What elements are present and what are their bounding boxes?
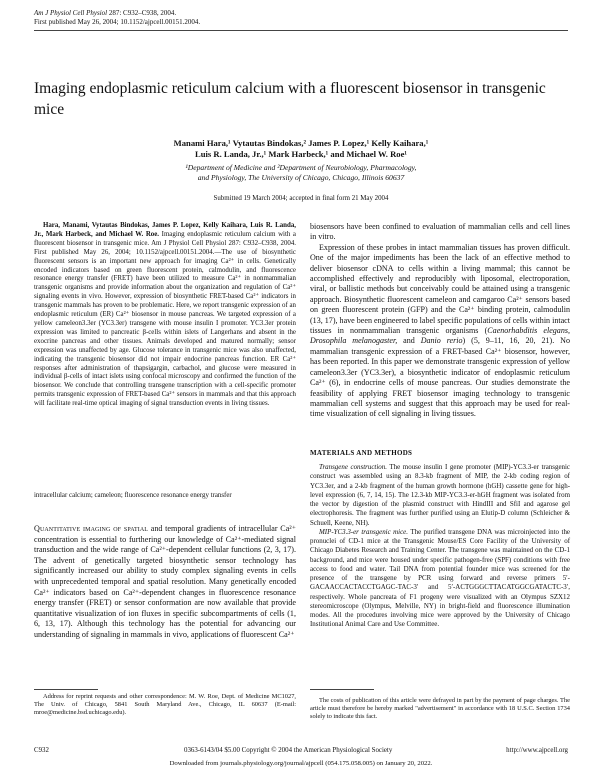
methods-1-heading: Transgene construction. <box>319 463 387 471</box>
abstract-authors: Hara, Manami, Vytautas Bindokas, James P. Lopez, Kelly Kaihara, Luis R. Landa, Jr., Mark Harbeck, and Michael W. Roe. <box>34 222 296 238</box>
intro-lead: Quantitative imaging of spatial <box>34 524 149 533</box>
keywords <box>34 491 296 500</box>
footnote-rule-right <box>310 689 374 690</box>
keywords-text: intracellular calcium; cameleon; fluorescence resonance energy transfer <box>34 492 232 499</box>
author-list <box>34 138 568 160</box>
authors-line-2: Luis R. Landa, Jr.,¹ Mark Harbeck,¹ and Michael W. Roe¹ <box>194 149 407 159</box>
affiliation-line-2: and Physiology, The University of Chicago, Chicago, Illinois 60637 <box>197 173 405 182</box>
first-published: First published May 26, 2004; 10.1152/ajpcell.00151.2004. <box>34 18 201 26</box>
costs-footnote <box>310 697 570 722</box>
intro-text: and temporal gradients of intracellular Ca²⁺ concentration is essential to furthering our knowledge of Ca²⁺-mediated signal transduction and the wide range of Ca²⁺-dependent cellular functions (2, 3, 17). The advent of genetically targeted biosynthetic sensor technology has significantly increased our ability to study complex signaling events in cells with unprecedented temporal and spatial resolution. Many genetically encoded Ca²⁺ indicators based on Ca²⁺-dependent changes in fluorescence resonance energy transfer (FRET) or sensor conformation are now available that provide quantitative visualization of ion fluxes in specific subcompartments of cells (1, 6, 13, 17). Although this technology has the potential for advancing our understanding of signaling in mammals in vivo, applications of fluorescent Ca²⁺ <box>34 524 296 639</box>
journal-url[interactable]: http://www.ajpcell.org <box>506 747 568 754</box>
methods-2-heading: MIP-YC3.3-er transgenic mice. <box>319 527 408 536</box>
costs-text: The costs of publication of this article were defrayed in part by the payment of page charges. The article must therefore be hereby marked "advertisement" in accordance with 18 U.S.C. Section 1734 solely to indicate this fact. <box>310 697 570 721</box>
authors-line-1: Manami Hara,¹ Vytautas Bindokas,² James P. Lopez,¹ Kelly Kaihara,¹ <box>173 138 429 148</box>
abstract <box>34 222 296 409</box>
footnote-rule-left <box>34 689 98 690</box>
methods-1-text: The mouse insulin I gene promoter (MIP)-YC3.3-er transgenic construct was assembled using an 8.3-kb fragment of MIP, the 2-kb coding region of YC3.3er, and a 2-kb fragment of the human growth hormone (hGH) cassette gene for high-level expression (6, 7, 14, 15). The 12.3-kb MIP-YC3.3-er-hGH fragment was isolated from the vector by digestion of the plasmid construct with HindIII and SfiI and agarose gel electrophoresis. The fragment was further purified using an Elutip-D column (Schleicher & Schuell, Keene, NH). <box>310 463 570 527</box>
intro-species: Caenorhabditis elegans, Drosophila melanogaster, <box>310 326 570 346</box>
intro-p2-end: ) (5, 9–11, 16, 20, 21). No mammalian transgenic expression of a FRET-based Ca²⁺ biosensor, however, has been reported. In this paper we demonstrate transgenic expression of yellow cameleon3.3er (YC3.3er), a biosynthetic indicator of endoplasmic reticulum Ca²⁺ (6), in endocrine cells of mouse pancreas. Our studies demonstrate the feasibility of applying FRET biosensor imaging technology to transgenic mammalian cell systems and suggest that this approach may be used for real-time visualization of cell signaling in living tissues. <box>310 336 570 419</box>
methods-2-text: The purified transgene DNA was microinjected into the pronuclei of CD-1 mice at the Transgenic Mouse/ES Core Facility of the University of Chicago Diabetes Research and Training Center. The transgene was maintained on the CD-1 background, and mice were housed under specific pathogen-free (SPF) conditions with free access to food and water. Tail DNA from potential founder mice was screened for the presence of the transgene by PCR using forward and reverse primers 5′-GACAACCACTACCTGAGC-TAC-3′ and 5′-ACTGGGCTTACATGGCGATACTC-3′, respectively. Whole pancreata of F1 progeny were visualized with an Olympus SZX12 stereomicroscope (Olympus, Melville, NY) in bright-field and fluorescence illumination modes. All the procedures involving mice were approved by the University of Chicago Institutional Animal Care and Use Committee. <box>310 527 570 629</box>
address-text: Address for reprint requests and other correspondence: M. W. Roe, Dept. of Medicine MC1027, The Univ. of Chicago, 5841 South Maryland Ave., Chicago, IL 60637 (E-mail: mroe@medicine.bsd.uchicago.edu). <box>34 693 296 717</box>
methods <box>310 463 570 630</box>
article-title: Imaging endoplasmic reticulum calcium with a fluorescent biosensor in transgenic mice <box>34 80 546 118</box>
affiliation <box>34 163 568 183</box>
intro-species-2: Danio rerio <box>420 336 463 346</box>
introduction <box>34 524 296 641</box>
submission-dates: Submitted 19 March 2004; accepted in final form 21 May 2004 <box>213 195 389 202</box>
address-footnote <box>34 693 296 718</box>
intro-p2: Expression of these probes in intact mammalian tissues has proven difficult. One of the major impediments has been the lack of an effective method to deliver biosensor cDNA to cells within a living mammal; this cannot be accomplished effectively and reproducibly with liposomal, electroporation, viral, or ballistic methods but conceivably could be attained using a transgenic approach. Biosynthetic fluorescent cameleon and camgaroo Ca²⁺ sensors based on green fluorescent protein (GFP) and the Ca²⁺ binding protein, calmodulin (13, 17), have been engineered to label specific populations of cells within intact tissues in nonmammalian transgenic organisms ( <box>310 242 570 336</box>
copyright: 0363-6143/04 $5.00 Copyright © 2004 the American Physiological Society <box>184 747 393 754</box>
download-notice: Downloaded from journals.physiology.org/journal/ajpcell (054.175.058.005) on January 20, 2022. <box>169 760 433 767</box>
affiliation-line-1: ¹Department of Medicine and ²Department of Neurobiology, Pharmacology, <box>185 163 417 172</box>
methods-heading: MATERIALS AND METHODS <box>310 449 413 457</box>
journal-citation: 287: C932–C938, 2004. <box>107 9 177 17</box>
intro-continued: biosensors have been confined to evaluation of mammalian cells and cell lines in vitro. <box>310 222 570 242</box>
header-rule <box>34 30 568 31</box>
journal-header <box>34 9 200 27</box>
abstract-text: Imaging endoplasmic reticulum calcium with a fluorescent biosensor in transgenic mice. Am J Physiol Cell Physiol 287: C932–C938, 2004. First published May 26, 2004; 10.1152/ajpcell.00151.2004.—The use of biosynthetic fluorescent sensors is an important new approach for imaging Ca²⁺ in cells. Genetically encoded indicators based on green fluorescent protein, calmodulin, and fluorescence resonance energy transfer (FRET) have been utilized to measure Ca²⁺ in nonmammalian transgenic organisms and provide information about the organization and regulation of Ca²⁺ signaling events in vivo. However, expression of biosynthetic FRET-based Ca²⁺ indicators in transgenic mammals has proven to be problematic. Here, we report transgenic expression of an endoplasmic reticulum (ER) Ca²⁺ biosensor in mouse pancreas. We targeted expression of a yellow cameleon3.3er (YC3.3er) transgene with mouse insulin I promoter. YC3.3er protein expression was limited to pancreatic β-cells within islets of Langerhans and absent in the exocrine pancreas and other tissues. Animals developed and matured normally; sensor expression was unaffected by age. Glucose tolerance in transgenic mice was also unaffected, indicating the transgenic biosensor did not impair endocrine pancreas function. ER Ca²⁺ responses after administration of thapsigargin, carbachol, and glucose were measured in individual β-cells of intact islets using confocal microscopy and confirmed the function of the biosensor. We conclude that controlling transgene transcription with a cell-specific promoter permits transgenic expression of FRET-based Ca²⁺ sensors in mammals and that this approach will facilitate real-time optical imaging of signal transduction events in living tissues. <box>34 230 296 408</box>
journal-name: Am J Physiol Cell Physiol <box>34 9 108 17</box>
intro-and: and <box>397 336 421 346</box>
page-number: C932 <box>34 747 49 754</box>
right-column-intro <box>310 222 570 420</box>
